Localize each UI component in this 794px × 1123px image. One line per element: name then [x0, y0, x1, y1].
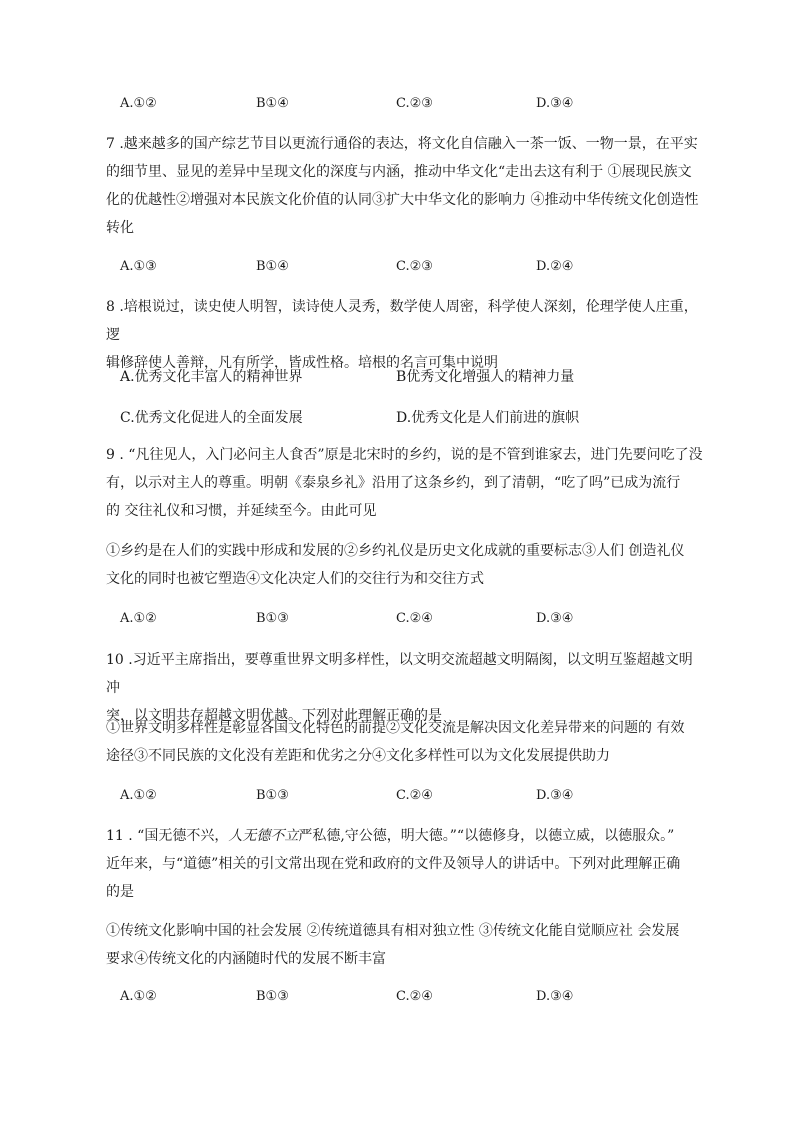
question-11 [106, 822, 706, 906]
q11-option-a: A.①② [120, 989, 157, 1004]
q6-option-c: C.②③ [396, 96, 433, 111]
question-11-text: 11 . “国无德不兴， [106, 828, 229, 844]
q8-options-row2 [120, 407, 640, 431]
q7-option-c: C.②③ [396, 259, 433, 274]
question-11-line: 近年来，与“道德”相关的引文常出现在党和政府的文件及领导人的讲话中。下列对此理解正确 [106, 856, 681, 872]
q7-option-b: B①④ [256, 259, 289, 274]
question-8 [106, 293, 706, 377]
q10-option-a: A.①② [120, 788, 157, 803]
q11-option-b: B①③ [256, 989, 289, 1004]
question-7-line: 的细节里、显见的差异中呈现文化的深度与内涵，推动中华文化“走出去这有利于 ①展现民族文 [106, 164, 692, 180]
question-9-statement-line: ①乡约是在人们的实践中形成和发展的②乡约礼仪是历史文化成就的重要标志③人们 创造礼仪 [106, 543, 685, 559]
q10-options [120, 788, 720, 812]
question-10-line: 突，以文明共存超越文明优越。下列对此理解正确的是 [106, 708, 442, 724]
question-8-line: 辑修辞使人善辩，凡有所学，皆成性格。培根的名言可集中说明 [106, 355, 498, 371]
q8-option-c: C.优秀文化促进人的全面发展 [120, 410, 303, 426]
q9-options [120, 611, 720, 635]
question-11-line [106, 822, 706, 850]
q9-option-d: D.③④ [536, 611, 574, 626]
q6-option-b: B①④ [256, 96, 289, 111]
question-10-line: 10 .习近平主席指出，要尊重世界文明多样性，以文明交流超越文明隔阂，以文明互鉴超越文明冲 [106, 652, 693, 696]
question-9-line: 的 交往礼仪和习惯，并延续至今。由此可见 [106, 503, 377, 519]
question-10-statements [106, 714, 706, 770]
question-9-statements [106, 537, 706, 593]
question-7-line: 化的优越性②增强对本民族文化价值的认同③扩大中华文化的影响力 ④推动中华传统文化创造性 [106, 192, 699, 208]
question-8-line: 8 .培根说过，读史使人明智，读诗使人灵秀，数学使人周密，科学使人深刻，伦理学使人庄重，逻 [106, 299, 698, 343]
q7-options [120, 259, 720, 283]
question-9-line: 有，以示对主人的尊重。明朝《泰泉乡礼》沿用了这条乡约，到了清朝，“吃了吗”已成为流行 [106, 475, 681, 491]
q6-option-a: A.①② [120, 96, 157, 111]
question-9-line: 9 . “凡往见人，入门必问主人食否”原是北宋时的乡约，说的是不管到谁家去，进门先要问吃了没 [106, 447, 703, 463]
q7-option-a: A.①③ [120, 259, 157, 274]
q10-option-c: C.②④ [396, 788, 433, 803]
question-11-statements [106, 917, 706, 973]
question-11-line: 的是 [106, 884, 134, 900]
q8-option-a: A.优秀文化丰富人的精神世界 [120, 369, 303, 385]
question-11-statement-line: 要求④传统文化的内涵随时代的发展不断丰富 [106, 951, 386, 967]
q11-option-d: D.③④ [536, 989, 574, 1004]
q8-option-b: B优秀文化增强人的精神力量 [396, 369, 575, 385]
q10-option-b: B①③ [256, 788, 289, 803]
question-7-line: 7 .越来越多的国产综艺节目以更流行通俗的表达，将文化自信融入一茶一饭、一物一景，在平实 [106, 136, 698, 152]
question-7-line: 转化 [106, 220, 134, 236]
question-9-statement-line: 文化的同时也被它塑造④文化决定人们的交往行为和交往方式 [106, 571, 484, 587]
q6-options [120, 96, 720, 120]
question-10-statement-line: 途径③不同民族的文化没有差距和优劣之分④文化多样性可以为文化发展提供助力 [106, 748, 610, 764]
q11-option-c: C.②④ [396, 989, 433, 1004]
q9-option-a: A.①② [120, 611, 157, 626]
q8-option-d: D.优秀文化是人们前进的旗帜 [396, 410, 580, 426]
question-10-statement-line: ①世界文明多样性是彰显各国文化特色的前提②文化交流是解决因文化差异带来的问题的 有效 [106, 720, 685, 736]
question-11-italic-text: 人无德不立 [228, 828, 299, 844]
q9-option-b: B①③ [256, 611, 289, 626]
q9-option-c: C.②④ [396, 611, 433, 626]
q7-option-d: D.②④ [536, 259, 574, 274]
q10-option-d: D.③④ [536, 788, 574, 803]
question-11-text: 严私德,守公德，明大德。”“以德修身，以德立威，以德服众。” [298, 828, 675, 844]
question-7 [106, 130, 706, 242]
question-11-statement-line: ①传统文化影响中国的社会发展 ②传统道德具有相对独立性 ③传统文化能自觉顺应社 会发展 [106, 923, 680, 939]
q8-options-row1 [120, 366, 640, 390]
q11-options [120, 989, 720, 1013]
question-9 [106, 441, 706, 525]
q6-option-d: D.③④ [536, 96, 574, 111]
